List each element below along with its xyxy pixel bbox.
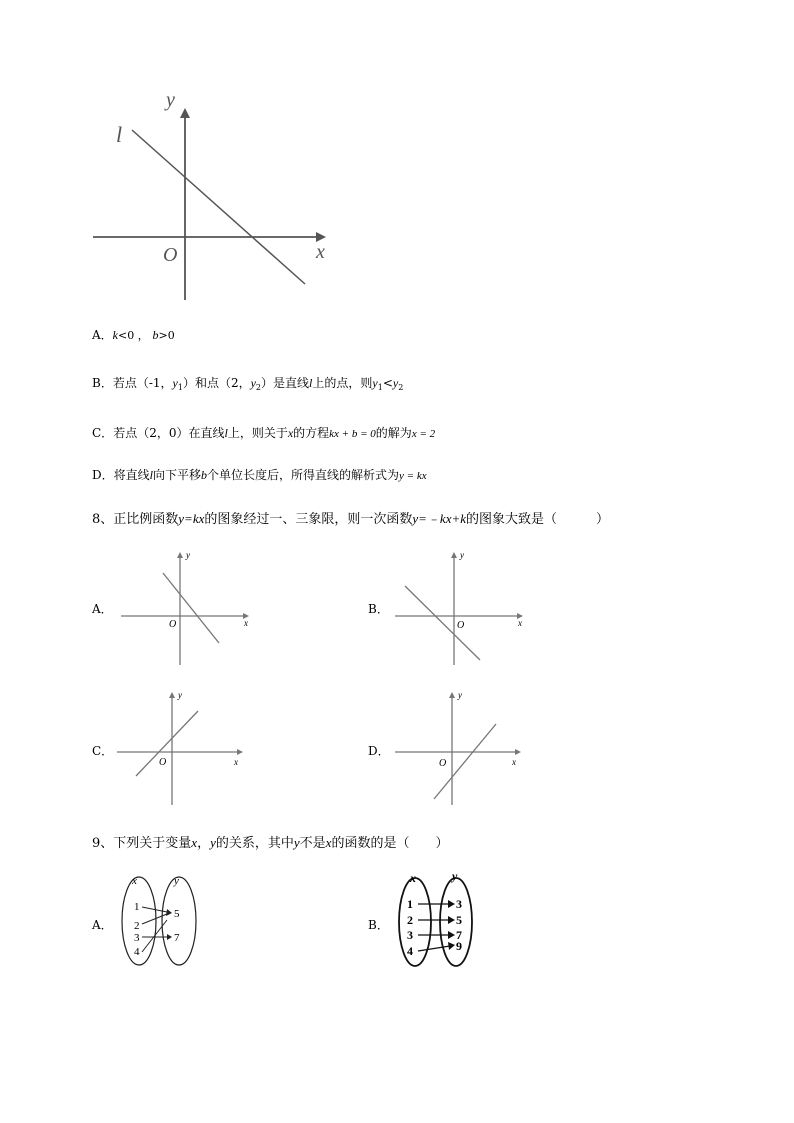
map-b-y-label: y [452, 870, 458, 883]
graph-d-x-label: x [512, 757, 516, 767]
map-a-left-3: 4 [134, 946, 140, 958]
graph-a-line [163, 573, 219, 643]
map-a-y-label: y [174, 875, 179, 887]
q9-option-b-label: B． [368, 918, 389, 932]
map-b-left-0: 1 [407, 897, 413, 911]
graph-c-origin: O [159, 757, 167, 768]
graph-b-y-label: y [460, 550, 464, 560]
graph-a-x-label: x [244, 618, 248, 628]
map-b-right-3: 9 [456, 939, 462, 953]
q8-option-c-label: C． [92, 744, 114, 758]
map-a-right-0: 5 [174, 908, 180, 920]
q8-option-b-label: B． [368, 602, 389, 616]
graph-b-x-label: x [518, 618, 522, 628]
q8-option-d-label: D． [368, 744, 390, 758]
map-b-x-label: x [410, 871, 416, 885]
map-b-left-2: 3 [407, 928, 413, 942]
graph-c-x-label: x [234, 757, 238, 767]
q8-graph-c [114, 688, 249, 808]
map-b-right-1: 5 [456, 913, 462, 927]
map-a-right-1: 7 [174, 932, 180, 944]
q9-stem: 9、下列关于变量x，y的关系，其中y不是x的函数的是（ ） [92, 835, 449, 851]
x-axis-label: x [316, 241, 325, 263]
map-b-left-1: 2 [407, 913, 413, 927]
graph-b-line [405, 586, 480, 660]
map-b-right-2: 7 [456, 928, 462, 942]
graph-d-y-label: y [458, 690, 462, 700]
q8-option-a-label: A． [92, 602, 113, 616]
map-a-left-1: 2 [134, 920, 140, 932]
q8-graph-a [118, 548, 253, 668]
map-b-right-0: 3 [456, 897, 462, 911]
q9-mapping-a [114, 872, 204, 970]
q7-option-d: D．将直线l向下平移b个单位长度后，所得直线的解析式为y = kx [92, 468, 427, 482]
graph-a-origin: O [169, 619, 177, 630]
map-a-left-0: 1 [134, 901, 140, 913]
graph-a-y-label: y [186, 550, 190, 560]
line-l-label: l [116, 122, 123, 147]
q8-stem: 8、正比例函数y=kx的图象经过一、三象限，则一次函数y=﹣kx+k的图象大致是（ ） [92, 511, 610, 527]
q8-graph-b [392, 548, 527, 668]
map-a-left-2: 3 [134, 932, 140, 944]
q7-option-a: A．k<0 ， b>0 [92, 328, 175, 342]
q7-option-b: B．若点（-1，$y_1$）和点（2，$y_2$）是直线l上的点，则$y_1<y_2$ [92, 376, 404, 392]
line-l [132, 130, 305, 284]
q9-mapping-b [392, 870, 482, 970]
graph-c-y-label: y [178, 690, 182, 700]
map-b-left-3: 4 [407, 944, 413, 958]
y-axis-label: y [166, 90, 175, 111]
q8-graph-d [392, 688, 527, 808]
q7-option-c: C．若点（2，0）在直线l上，则关于x的方程kx + b = 0的解为x = 2 [92, 426, 436, 440]
q9-option-a-label: A． [92, 918, 113, 932]
graph-d-origin: O [439, 758, 447, 769]
graph-b-origin: O [457, 620, 465, 631]
q7-graph [88, 90, 338, 305]
origin-label: O [163, 244, 178, 266]
map-a-x-label: x [132, 875, 137, 887]
graph-c-line [136, 711, 198, 776]
